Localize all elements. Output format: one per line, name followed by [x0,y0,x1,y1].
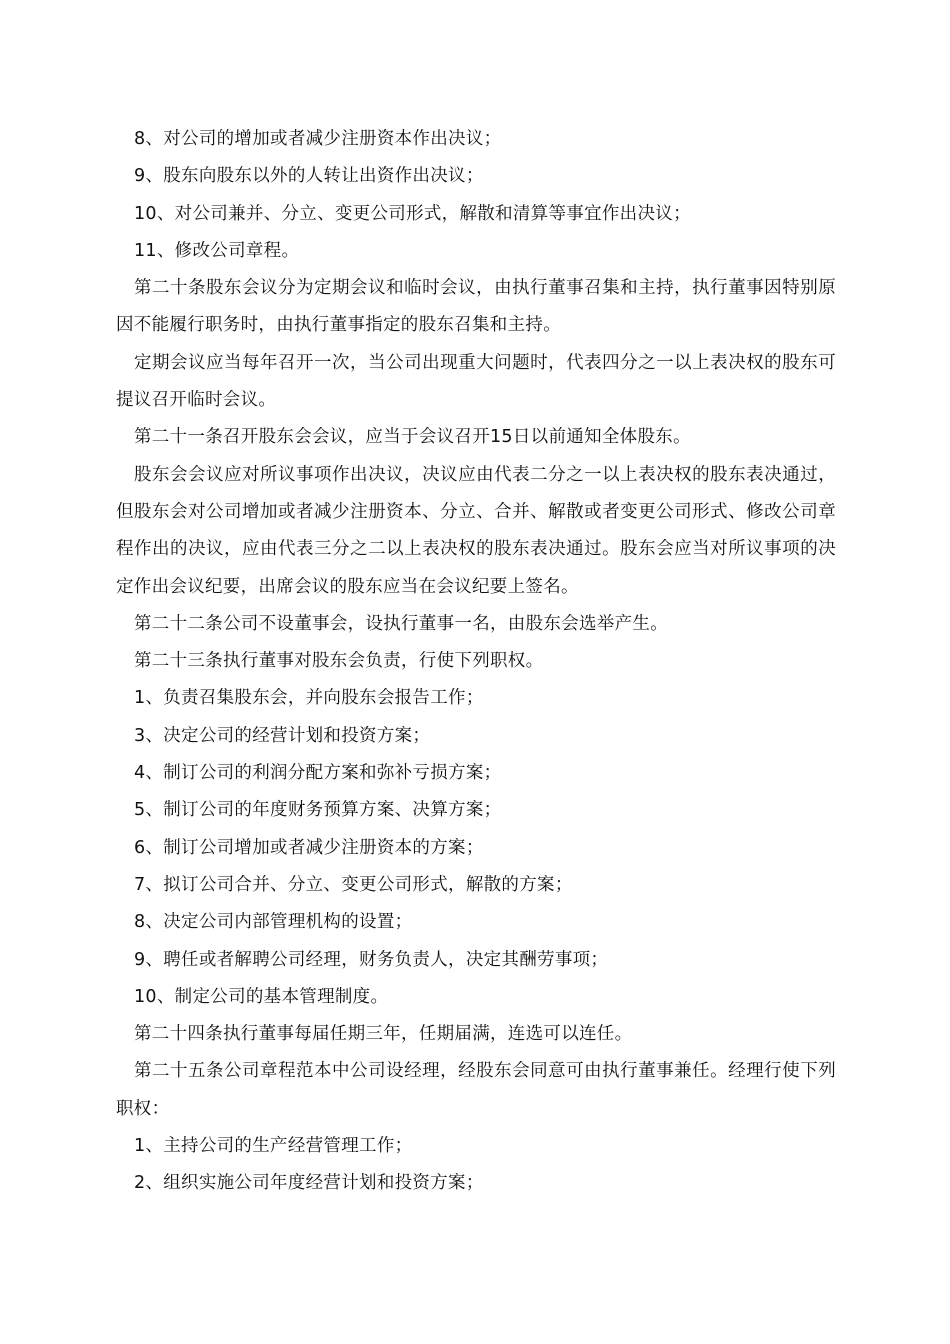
article-23: 第二十三条执行董事对股东会负责，行使下列职权。 [134,651,544,672]
article-21: 第二十一条召开股东会会议，应当于会议召开15日以前通知全体股东。 [134,427,691,448]
duty-item-3: 3、决定公司的经营计划和投资方案； [134,725,431,746]
article-22: 第二十二条公司不设董事会，设执行董事一名，由股东会选举产生。 [134,613,668,634]
duty-item-6: 6、制订公司增加或者减少注册资本的方案； [134,837,484,858]
article-25: 第二十五条公司章程范本中公司设经理，经股东会同意可由执行董事兼任。经理行使下列职权： [116,1061,836,1119]
article-24: 第二十四条执行董事每届任期三年，任期届满，连选可以连任。 [134,1024,633,1045]
article-20: 第二十条股东会议分为定期会议和临时会议，由执行董事召集和主持，执行董事因特别原因不能履行职务时，由执行董事指定的股东召集和主持。 [116,278,836,336]
clause-item-11: 11、修改公司章程。 [134,240,300,261]
document-body [116,121,836,1203]
duty-item-8: 8、决定公司内部管理机构的设置； [134,912,413,933]
duty-item-9: 9、聘任或者解聘公司经理，财务负责人，决定其酬劳事项； [134,949,609,970]
duty-item-5: 5、制订公司的年度财务预算方案、决算方案； [134,800,502,821]
duty-item-7: 7、拟订公司合并、分立、变更公司形式，解散的方案； [134,874,573,895]
duty-item-1: 1、负责召集股东会，并向股东会报告工作； [134,688,484,709]
article-20-regular-meeting: 定期会议应当每年召开一次，当公司出现重大问题时，代表四分之一以上表决权的股东可提议召开临时会议。 [116,352,836,411]
manager-duty-item-2: 2、组织实施公司年度经营计划和投资方案； [134,1173,484,1194]
duty-item-10: 10、制定公司的基本管理制度。 [134,986,389,1007]
clause-item-10: 10、对公司兼并、分立、变更公司形式，解散和清算等事宜作出决议； [134,203,691,224]
clause-item-9: 9、股东向股东以外的人转让出资作出决议； [134,166,484,187]
manager-duty-item-1: 1、主持公司的生产经营管理工作； [134,1136,413,1157]
duty-item-4: 4、制订公司的利润分配方案和弥补亏损方案； [134,763,502,784]
article-21-resolution: 股东会会议应对所议事项作出决议，决议应由代表二分之一以上表决权的股东表决通过，但股东会对公司增加或者减少注册资本、分立、合并、解散或者变更公司形式、修改公司章程作出的决议，应由代表三分之二以上表决权的股东表决通过。股东会应当对所议事项的决定作出会议纪要，出席会议的股东应当在会议纪要上签名。 [116,464,836,597]
clause-item-8: 8、对公司的增加或者减少注册资本作出决议； [134,129,502,149]
